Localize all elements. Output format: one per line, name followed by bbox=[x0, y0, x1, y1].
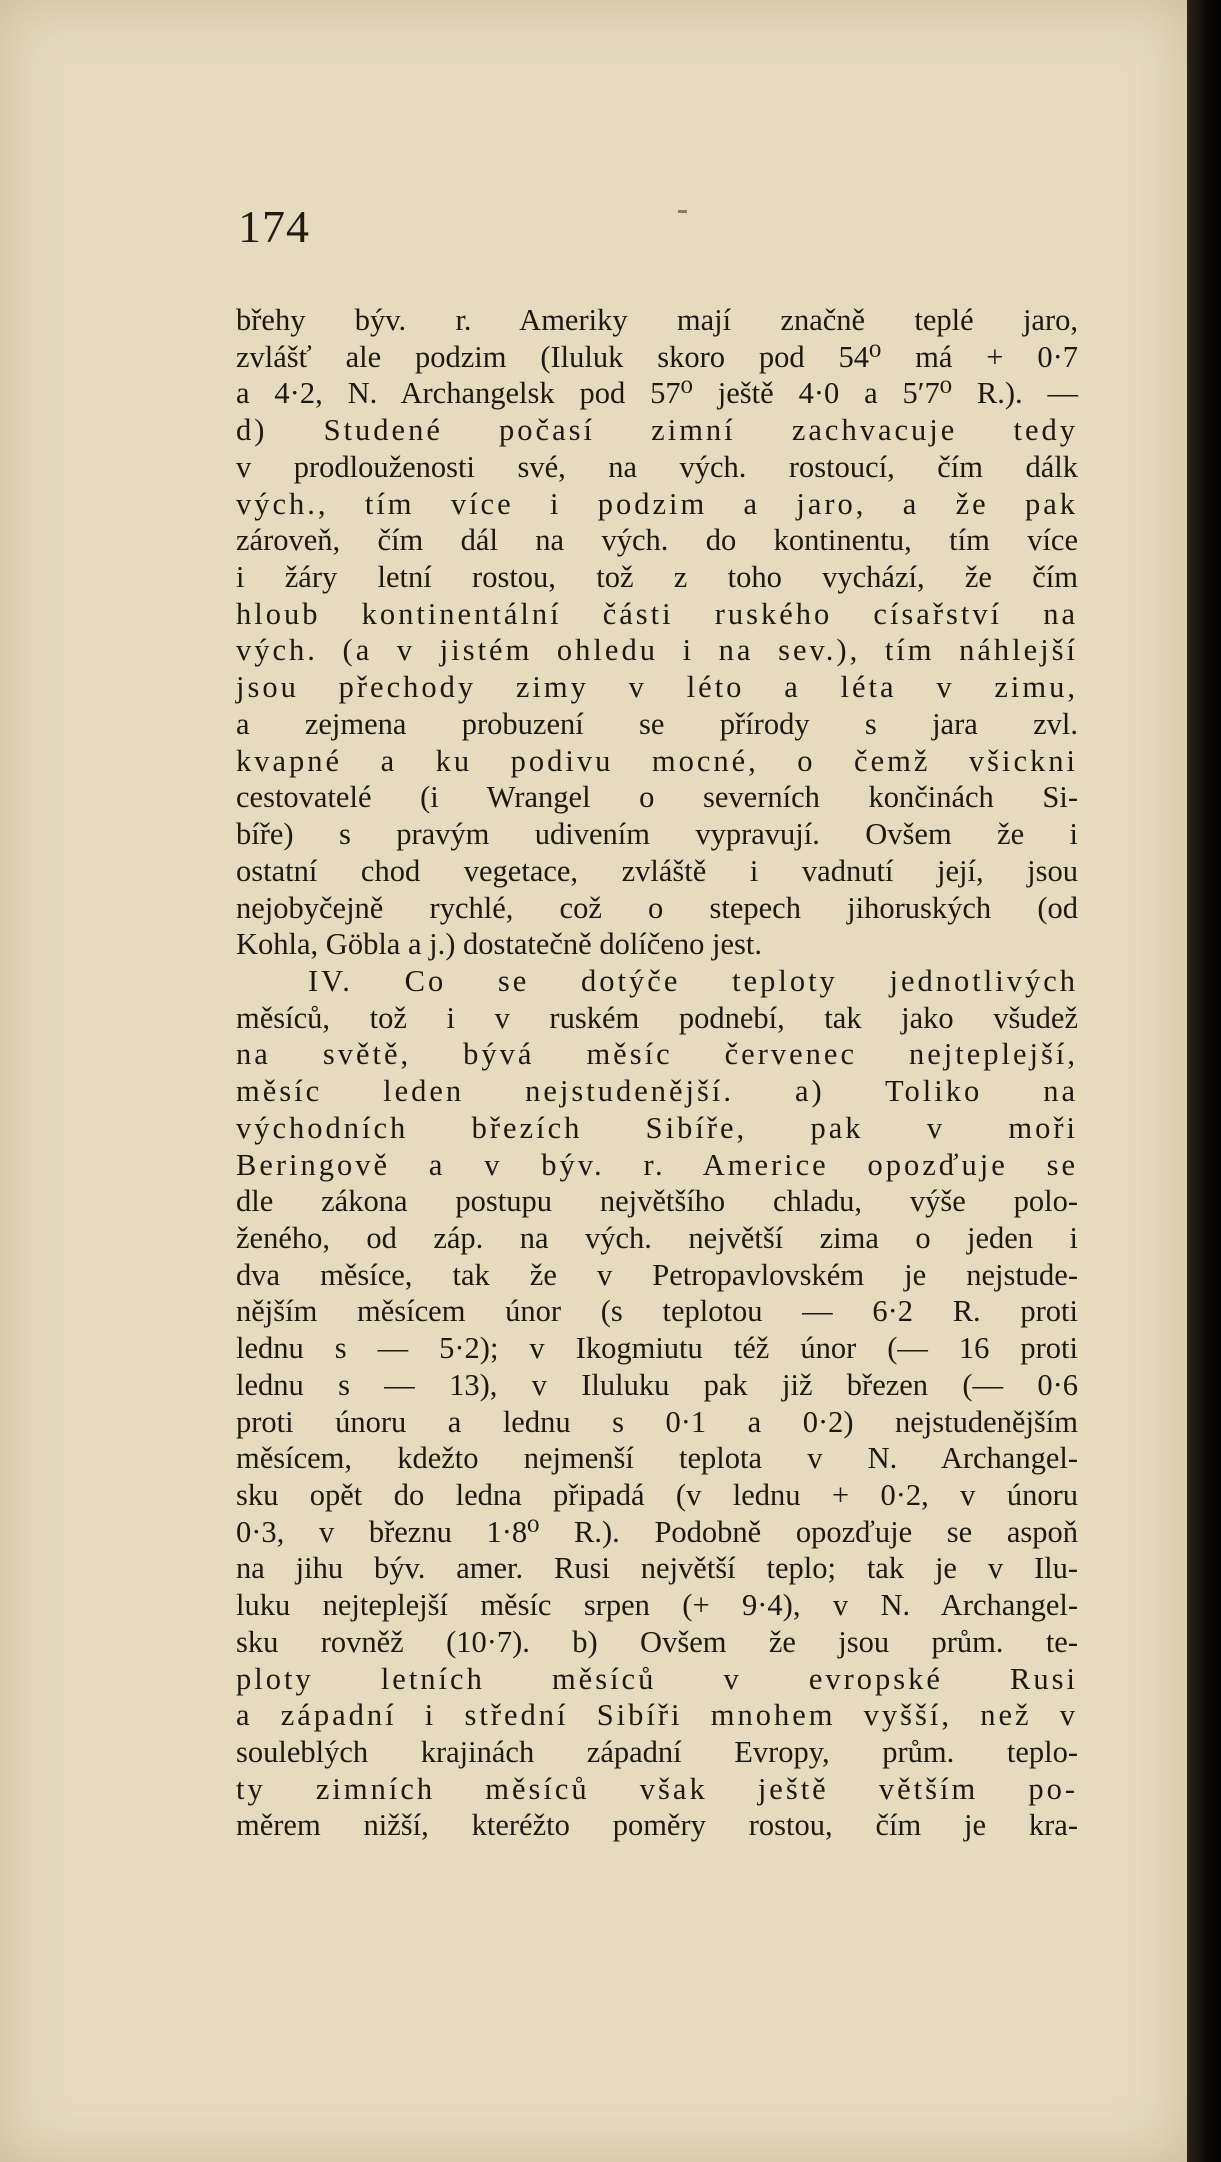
text-line: a zejmena probuzení se přírody s jara zvl. bbox=[236, 706, 1078, 741]
text-line: sku rovněž (10·7). b) Ovšem že jsou prům. te- bbox=[236, 1624, 1078, 1659]
text-line: měsíců, tož i v ruském podnebí, tak jako všudež bbox=[236, 1000, 1078, 1035]
text-line: vých. (a v jistém ohledu i na sev.), tím náhlejší bbox=[236, 633, 1078, 668]
text-line: luku nejteplejší měsíc srpen (+ 9·4), v N. Archangel- bbox=[236, 1588, 1078, 1623]
text-line: ty zimních měsíců však ještě větším po- bbox=[236, 1771, 1078, 1806]
text-line: a 4·2, N. Archangelsk pod 57⁰ ještě 4·0 a 5′7⁰ R.). — bbox=[236, 376, 1078, 411]
text-line: IV. Co se dotýče teploty jednotlivých bbox=[308, 963, 1078, 998]
text-line: cestovatelé (i Wrangel o severních končinách Si- bbox=[236, 780, 1078, 815]
text-line: jsou přechody zimy v léto a léta v zimu, bbox=[236, 670, 1078, 705]
text-line: 0·3, v březnu 1·8⁰ R.). Podobně opozďuje se aspoň bbox=[236, 1514, 1078, 1549]
text-line: dle zákona postupu největšího chladu, výše polo- bbox=[236, 1184, 1078, 1219]
text-line: měsíc leden nejstudenější. a) Toliko na bbox=[236, 1074, 1078, 1109]
text-line: sku opět do ledna připadá (v lednu + 0·2, v únoru bbox=[236, 1478, 1078, 1512]
text-line: měrem nižší, kteréžto poměry rostou, čím je kra- bbox=[236, 1808, 1078, 1843]
text-line: na světě, bývá měsíc červenec nejteplejší, bbox=[236, 1037, 1078, 1072]
text-line: zároveň, čím dál na vých. do kontinentu, tím více bbox=[236, 523, 1078, 558]
text-line: souleblých krajinách západní Evropy, prům. teplo- bbox=[236, 1735, 1078, 1770]
text-line: nejobyčejně rychlé, což o stepech jihoruských (od bbox=[236, 890, 1078, 925]
text-line: ploty letních měsíců v evropské Rusi bbox=[236, 1661, 1078, 1696]
ink-mark bbox=[678, 210, 687, 213]
page-edge-shadow bbox=[1187, 0, 1221, 2162]
text-line: proti únoru a lednu s 0·1 a 0·2) nejstudenějším bbox=[236, 1404, 1078, 1439]
text-line: ženého, od záp. na vých. největší zima o jeden i bbox=[236, 1220, 1078, 1255]
body-text bbox=[236, 302, 1078, 1844]
page-number: 174 bbox=[238, 201, 310, 252]
text-line: dva měsíce, tak že v Petropavlovském je nejstude- bbox=[236, 1257, 1078, 1292]
text-line: bíře) s pravým udivením vypravují. Ovšem že i bbox=[236, 817, 1078, 852]
text-line: zvlášť ale podzim (Iluluk skoro pod 54⁰ má + 0·7 bbox=[236, 339, 1078, 374]
text-line: vých., tím více i podzim a jaro, a že pak bbox=[236, 486, 1078, 521]
text-line: hloub kontinentální části ruského císařství na bbox=[236, 596, 1078, 631]
text-line: Kohla, Göbla a j.) dostatečně dolíčeno jest. bbox=[236, 927, 762, 962]
text-line: břehy býv. r. Ameriky mají značně teplé jaro, bbox=[236, 303, 1078, 337]
text-line: a západní i střední Sibíři mnohem vyšší, než v bbox=[236, 1698, 1078, 1733]
text-line: v prodlouženosti své, na vých. rostoucí, čím dálk bbox=[236, 449, 1078, 484]
text-line: i žáry letní rostou, tož z toho vychází, že čím bbox=[236, 560, 1078, 595]
text-line: kvapné a ku podivu mocné, o čemž všickni bbox=[236, 743, 1078, 778]
text-line: lednu s — 13), v Iluluku pak již březen (— 0·6 bbox=[236, 1367, 1078, 1402]
text-line: d) Studené počasí zimní zachvacuje tedy bbox=[236, 413, 1078, 448]
text-line: Beringově a v býv. r. Americe opozďuje se bbox=[236, 1147, 1078, 1182]
text-line: východních březích Sibíře, pak v moři bbox=[236, 1110, 1078, 1145]
text-line: na jihu býv. amer. Rusi největší teplo; tak je v Ilu- bbox=[236, 1551, 1078, 1586]
text-line: nějším měsícem únor (s teplotou — 6·2 R. proti bbox=[236, 1294, 1078, 1329]
text-line: lednu s — 5·2); v Ikogmiutu též únor (— 16 proti bbox=[236, 1331, 1078, 1366]
text-line: ostatní chod vegetace, zvláště i vadnutí její, jsou bbox=[236, 853, 1078, 888]
text-line: měsícem, kdežto nejmenší teplota v N. Archangel- bbox=[236, 1441, 1078, 1476]
